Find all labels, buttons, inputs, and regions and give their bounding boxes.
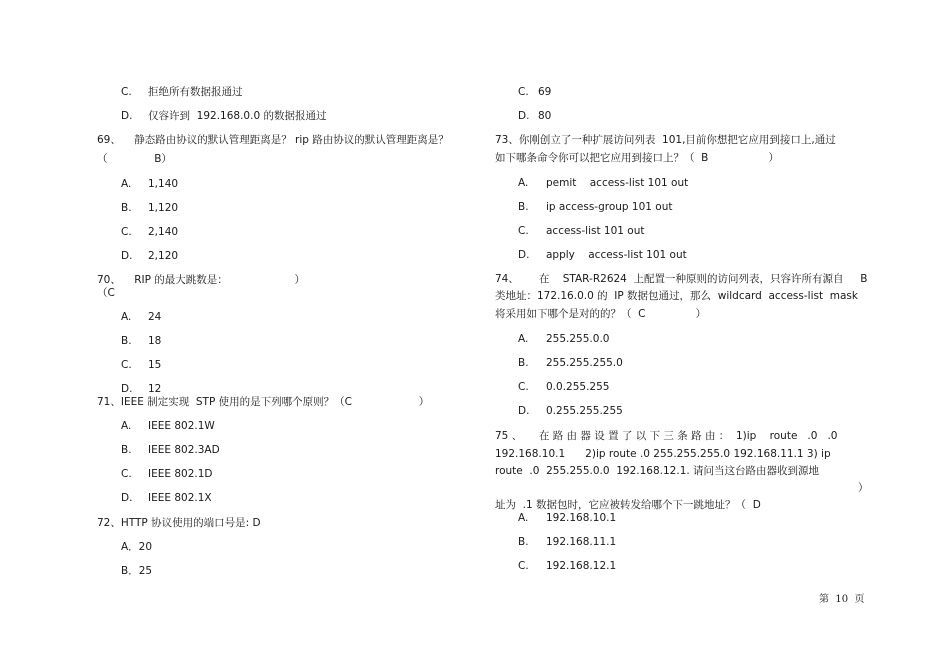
question-72: 72、HTTP 协议使用的端口号是: D [97,517,261,529]
question-74: 74、 在 STAR-R2624 上配置一种原则的访问列表，只容许所有源自 B [495,273,868,285]
option-text: 2,120 [148,250,179,262]
option-letter: A. [518,512,529,524]
question-69-answer: （ B） [97,153,172,165]
option-letter: D. [518,405,530,417]
option-text: 192.168.12.1 [546,560,617,572]
option-text: 18 [148,335,162,347]
option-text: 255.255.255.0 [546,357,623,369]
option-text: 192.168.10.1 [546,512,617,524]
option-letter: D. [518,110,530,122]
option-letter: B. [121,335,132,347]
option-text: 255.255.0.0 [546,333,610,345]
question-75-paren: ） [858,482,869,494]
option-letter: D. [121,383,133,395]
option-text: 2,140 [148,226,179,238]
option-letter: A. [121,311,132,323]
option-text: B．25 [121,565,153,577]
option-text: 24 [148,311,162,323]
option-text: apply access-list 101 out [546,249,687,261]
option-letter: A. [518,177,529,189]
option-text: 1,120 [148,202,179,214]
option-text: 拒绝所有数据报通过 [148,86,243,98]
option-letter: C. [518,560,529,572]
question-74-line3: 将采用如下哪个是对的的？（ C ） [495,308,707,320]
question-73: 73、你刚创立了一种扩展访问列表 101,目前你想把它应用到接口上,通过 [495,134,836,146]
option-text: ip access-group 101 out [546,201,673,213]
option-text: IEEE 802.1W [148,420,215,432]
option-text: A．20 [121,541,153,553]
option-letter: C. [121,226,132,238]
question-74-line2: 类地址：172.16.0.0 的 IP 数据包通过，那么 wildcard access-list mask [495,290,858,302]
option-letter: C. [121,86,132,98]
option-text: 12 [148,383,162,395]
option-letter: B. [121,444,132,456]
question-75: 75 、 在 路 由 器 设 置 了 以 下 三 条 路 由 ： 1)ip route .0 .0 [495,430,838,442]
option-letter: A. [121,420,132,432]
option-letter: C. [121,359,132,371]
option-letter: B. [518,536,529,548]
option-letter: C. [121,468,132,480]
option-text: 0.0.255.255 [546,381,610,393]
question-75-line4: 址为 .1 数据包时，它应被转发给哪个下一跳地址？（ D [495,499,761,511]
option-text: 1,140 [148,178,179,190]
option-text: pemit access-list 101 out [546,177,689,189]
option-letter: C. [518,86,529,98]
question-75-line2: 192.168.10.1 2)ip route .0 255.255.255.0 192.168.11.1 3) ip [495,448,831,460]
question-70: 70、 RIP 的最大跳数是： ） [97,274,306,286]
page-number: 第 10 页 [819,594,865,605]
question-71: 71、IEEE 制定实现 STP 使用的是下列哪个原则？（C ） [97,396,430,408]
option-text: 仅容许到 192.168.0.0 的数据报通过 [148,110,327,122]
question-75-line3: route .0 255.255.0.0 192.168.12.1. 请问当这台路由器收到源地 [495,465,820,477]
option-letter: A. [518,333,529,345]
option-letter: C. [518,381,529,393]
option-letter: D. [121,492,133,504]
option-letter: D. [121,110,133,122]
option-letter: B. [121,202,132,214]
option-letter: D. [121,250,133,262]
option-text: 69 [538,86,552,98]
option-letter: A. [121,178,132,190]
option-letter: B. [518,201,529,213]
question-69: 69、 静态路由协议的默认管理距离是？ rip 路由协议的默认管理距离是？ [97,134,449,146]
option-text: IEEE 802.1X [148,492,212,504]
question-73-line2: 如下哪条命令你可以把它应用到接口上？（ B ） [495,152,779,164]
option-text: IEEE 802.3AD [148,444,220,456]
option-text: 15 [148,359,162,371]
option-text: 80 [538,110,552,122]
option-text: access-list 101 out [546,225,645,237]
option-letter: C. [518,225,529,237]
option-text: 0.255.255.255 [546,405,623,417]
option-letter: D. [518,249,530,261]
option-text: IEEE 802.1D [148,468,213,480]
question-70-answer: （C [97,287,115,299]
option-text: 192.168.11.1 [546,536,617,548]
option-letter: B. [518,357,529,369]
